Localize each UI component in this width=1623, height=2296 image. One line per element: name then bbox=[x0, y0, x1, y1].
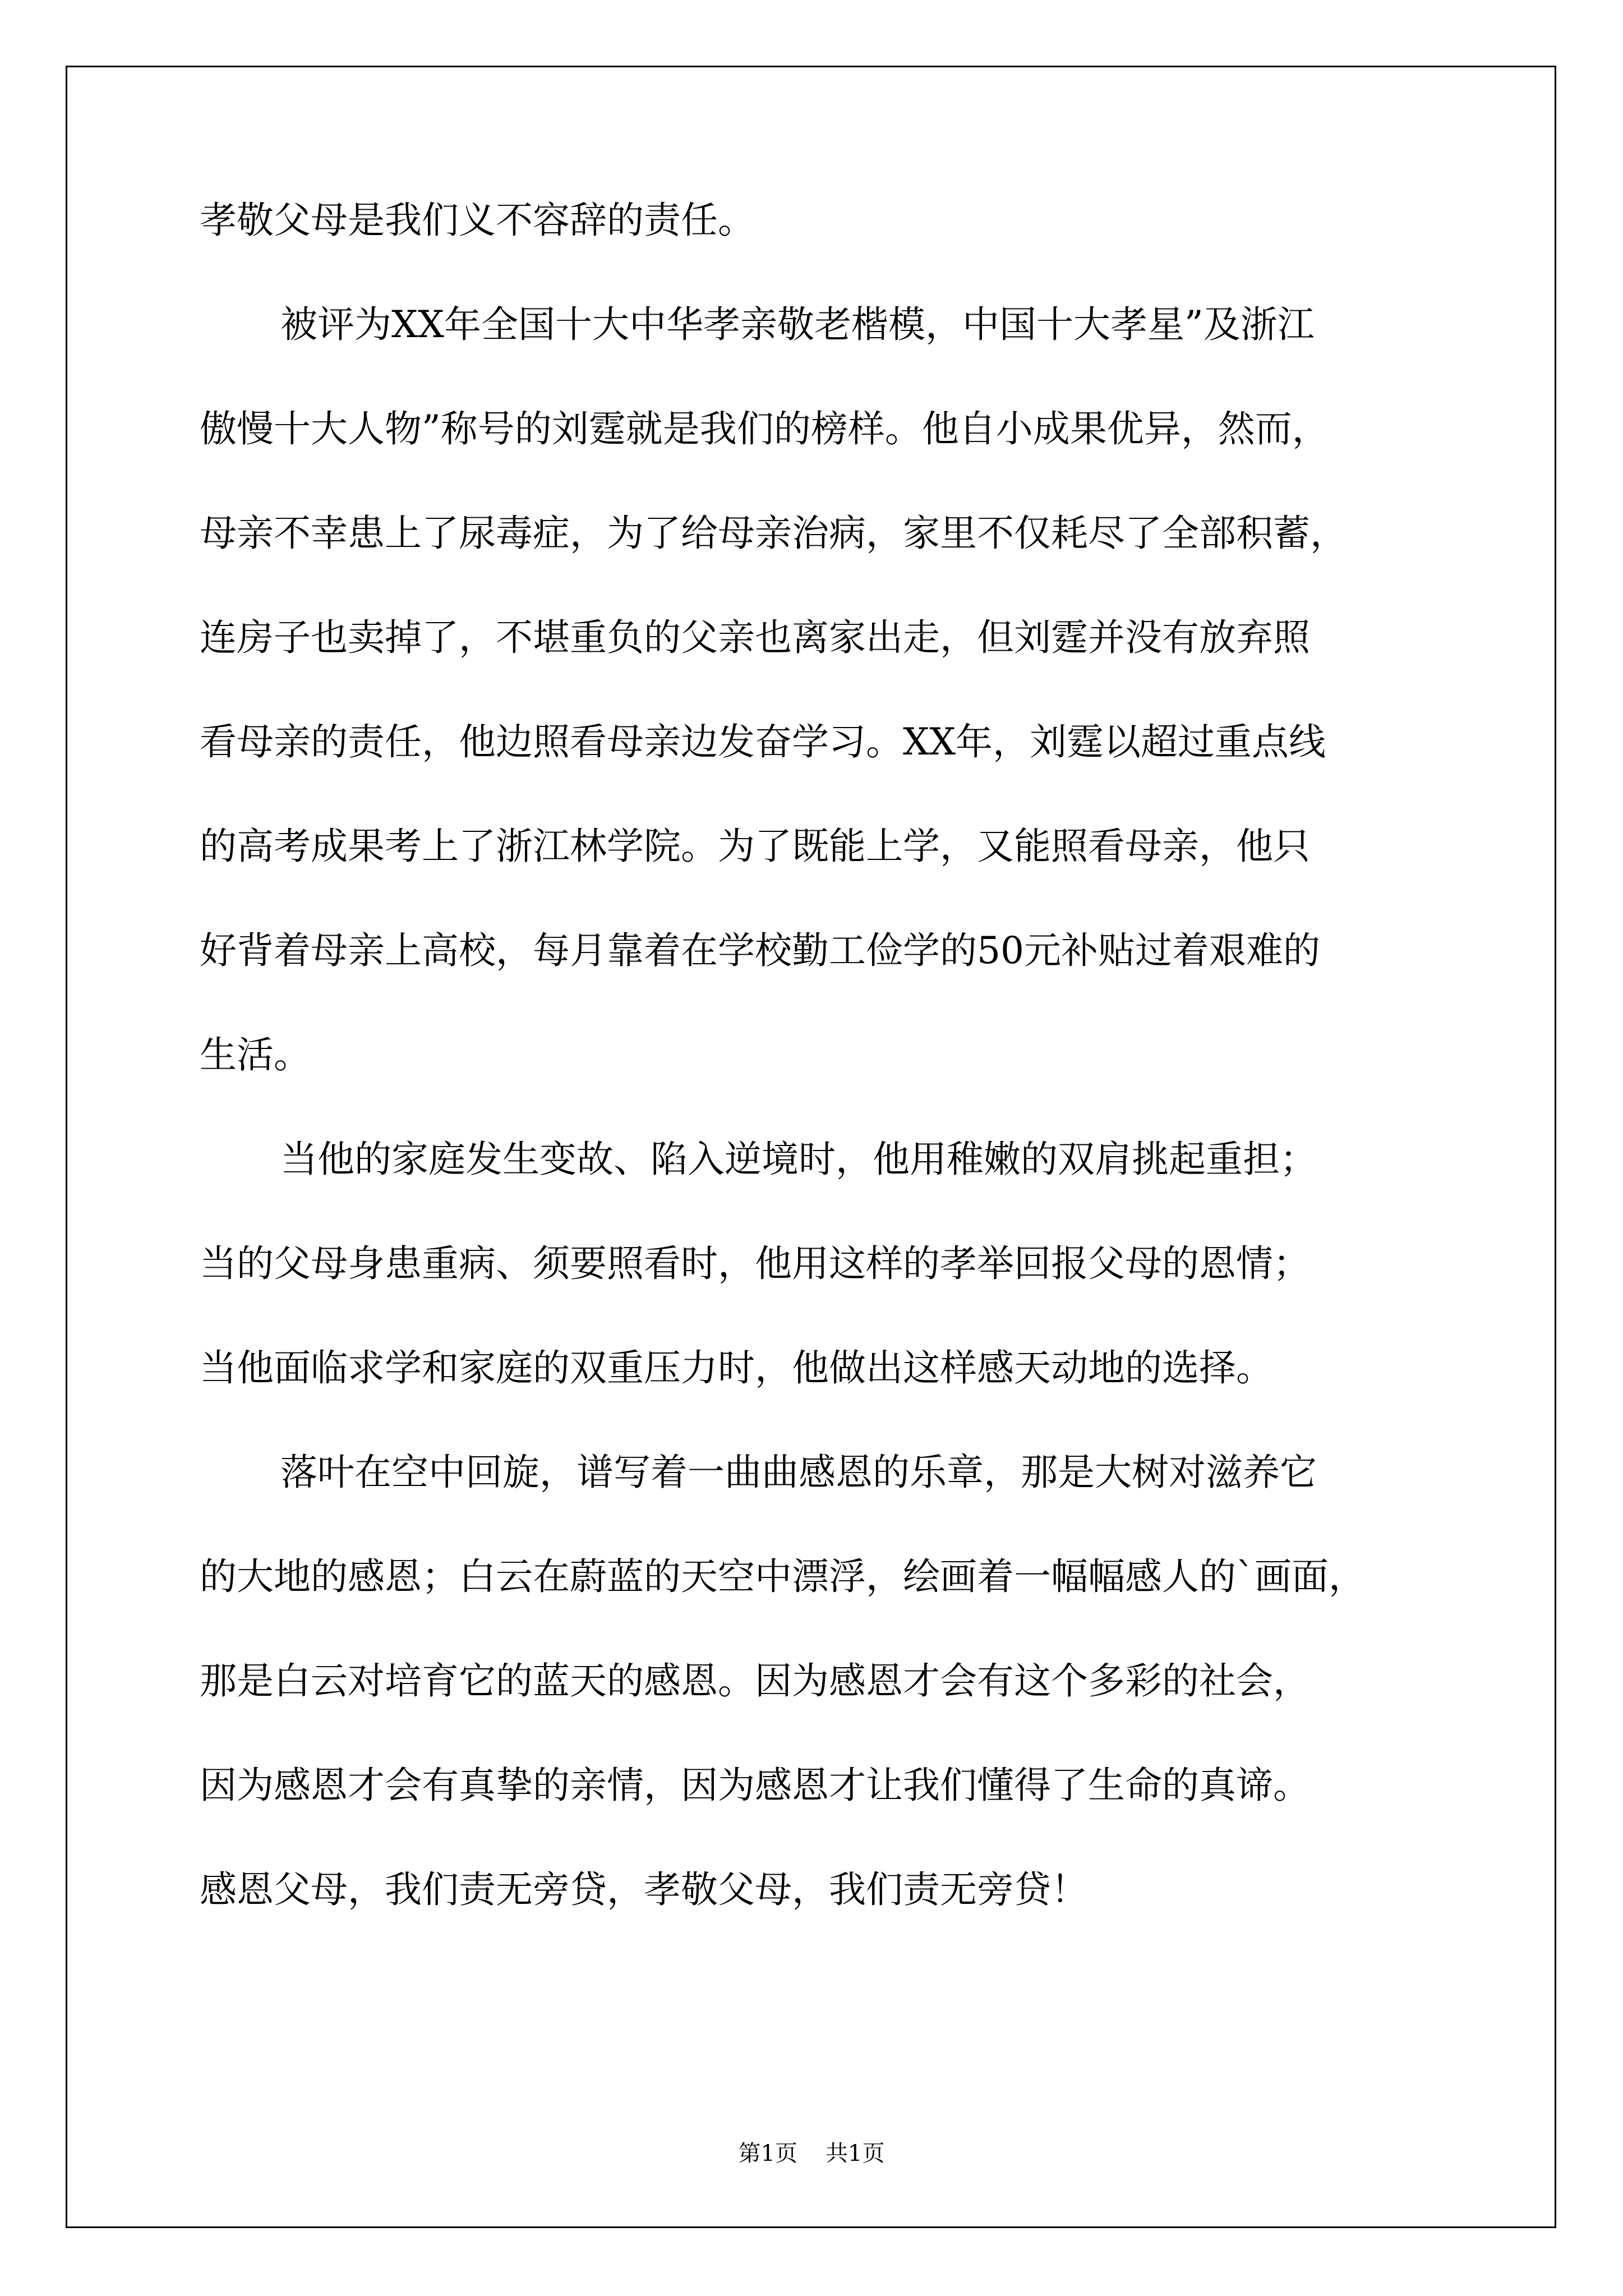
text-line: 生活。 bbox=[200, 1033, 311, 1076]
page-total: 共1页 bbox=[826, 2141, 885, 2166]
text-line: 当他的家庭发生变故、陷入逆境时，他用稚嫩的双肩挑起重担； bbox=[280, 1138, 1317, 1181]
document-body bbox=[200, 201, 1422, 1975]
text-line: 傲慢十大人物”称号的刘霆就是我们的榜样。他自小成果优异，然而， bbox=[200, 407, 1329, 450]
text-line: 那是白云对培育它的蓝天的感恩。因为感恩才会有这个多彩的社会， bbox=[200, 1659, 1310, 1703]
page-number: 第1页 bbox=[738, 2141, 797, 2166]
text-line: 因为感恩才会有真挚的亲情，因为感恩才让我们懂得了生命的真谛。 bbox=[200, 1764, 1310, 1807]
text-line: 好背着母亲上高校，每月靠着在学校勤工俭学的50元补贴过着艰难的 bbox=[200, 929, 1320, 972]
text-line: 被评为XX年全国十大中华孝亲敬老楷模，中国十大孝星”及浙江 bbox=[280, 303, 1315, 346]
text-line: 当的父母身患重病、须要照看时，他用这样的孝举回报父母的恩情； bbox=[200, 1242, 1310, 1285]
page-footer bbox=[0, 2136, 1623, 2168]
text-line: 母亲不幸患上了尿毒症，为了给母亲治病，家里不仅耗尽了全部积蓄， bbox=[200, 512, 1347, 555]
text-line: 连房子也卖掉了，不堪重负的父亲也离家出走，但刘霆并没有放弃照 bbox=[200, 616, 1310, 659]
text-line: 落叶在空中回旋，谱写着一曲曲感恩的乐章，那是大树对滋养它 bbox=[280, 1451, 1317, 1494]
text-line: 感恩父母，我们责无旁贷，孝敬父母，我们责无旁贷！ bbox=[200, 1868, 1088, 1911]
text-line: 的大地的感恩；白云在蔚蓝的天空中漂浮，绘画着一幅幅感人的`画面， bbox=[200, 1555, 1366, 1598]
text-line: 看母亲的责任，他边照看母亲边发奋学习。XX年，刘霆以超过重点线 bbox=[200, 720, 1326, 763]
text-line: 当他面临求学和家庭的双重压力时，他做出这样感天动地的选择。 bbox=[200, 1346, 1273, 1389]
text-line: 的高考成果考上了浙江林学院。为了既能上学，又能照看母亲，他只 bbox=[200, 825, 1310, 868]
text-line: 孝敬父母是我们义不容辞的责任。 bbox=[200, 199, 755, 242]
